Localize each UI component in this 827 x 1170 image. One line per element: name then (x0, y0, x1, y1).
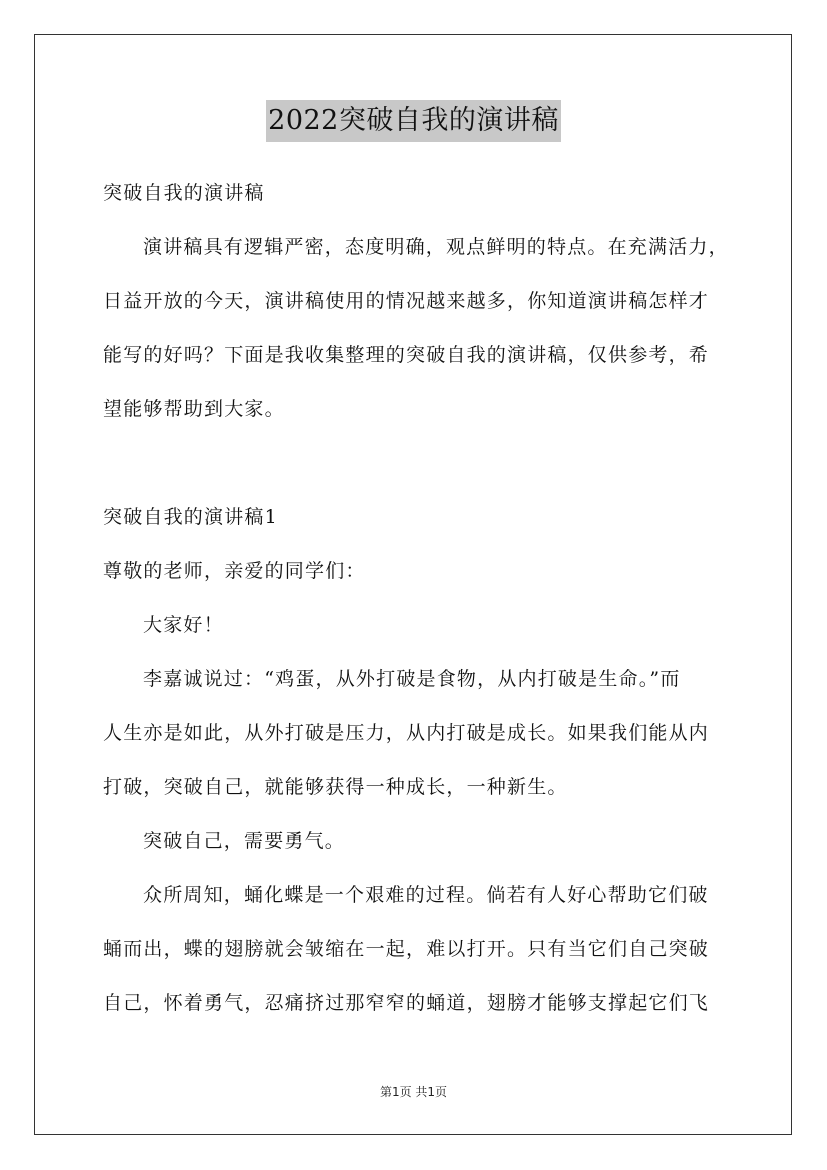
intro-line-2: 日益开放的今天，演讲稿使用的情况越来越多，你知道演讲稿怎样才 (103, 290, 710, 312)
paragraph-gap (103, 436, 743, 490)
body-line-5: 众所周知，蛹化蝶是一个艰难的过程。倘若有人好心帮助它们破 (143, 884, 709, 906)
intro-line-3: 能写的好吗？下面是我收集整理的突破自我的演讲稿，仅供参考，希 (103, 344, 710, 366)
body-line-1: 李嘉诚说过：“鸡蛋，从外打破是食物，从内打破是生命。”而 (143, 668, 681, 690)
body-line-3: 打破，突破自己，就能够获得一种成长，一种新生。 (103, 776, 568, 798)
section-heading: 突破自我的演讲稿1 (103, 506, 278, 528)
title-wrapper (0, 100, 827, 142)
body-line-4: 突破自己，需要勇气。 (143, 830, 346, 852)
greeting: 大家好！ (143, 614, 224, 636)
body-line-2: 人生亦是如此，从外打破是压力，从内打破是成长。如果我们能从内 (103, 722, 710, 744)
salutation: 尊敬的老师，亲爱的同学们： (103, 560, 366, 582)
intro-line-4: 望能够帮助到大家。 (103, 398, 285, 420)
document-subtitle: 突破自我的演讲稿 (103, 182, 265, 204)
document-title: 2022突破自我的演讲稿 (266, 100, 561, 142)
intro-line-1: 演讲稿具有逻辑严密，态度明确，观点鲜明的特点。在充满活力， (143, 236, 729, 258)
body-line-7: 自己，怀着勇气，忍痛挤过那窄窄的蛹道，翅膀才能够支撑起它们飞 (103, 992, 710, 1014)
page-footer: 第1页 共1页 (379, 1085, 448, 1099)
document-body (103, 166, 743, 1030)
body-line-6: 蛹而出，蝶的翅膀就会皱缩在一起，难以打开。只有当它们自己突破 (103, 938, 710, 960)
